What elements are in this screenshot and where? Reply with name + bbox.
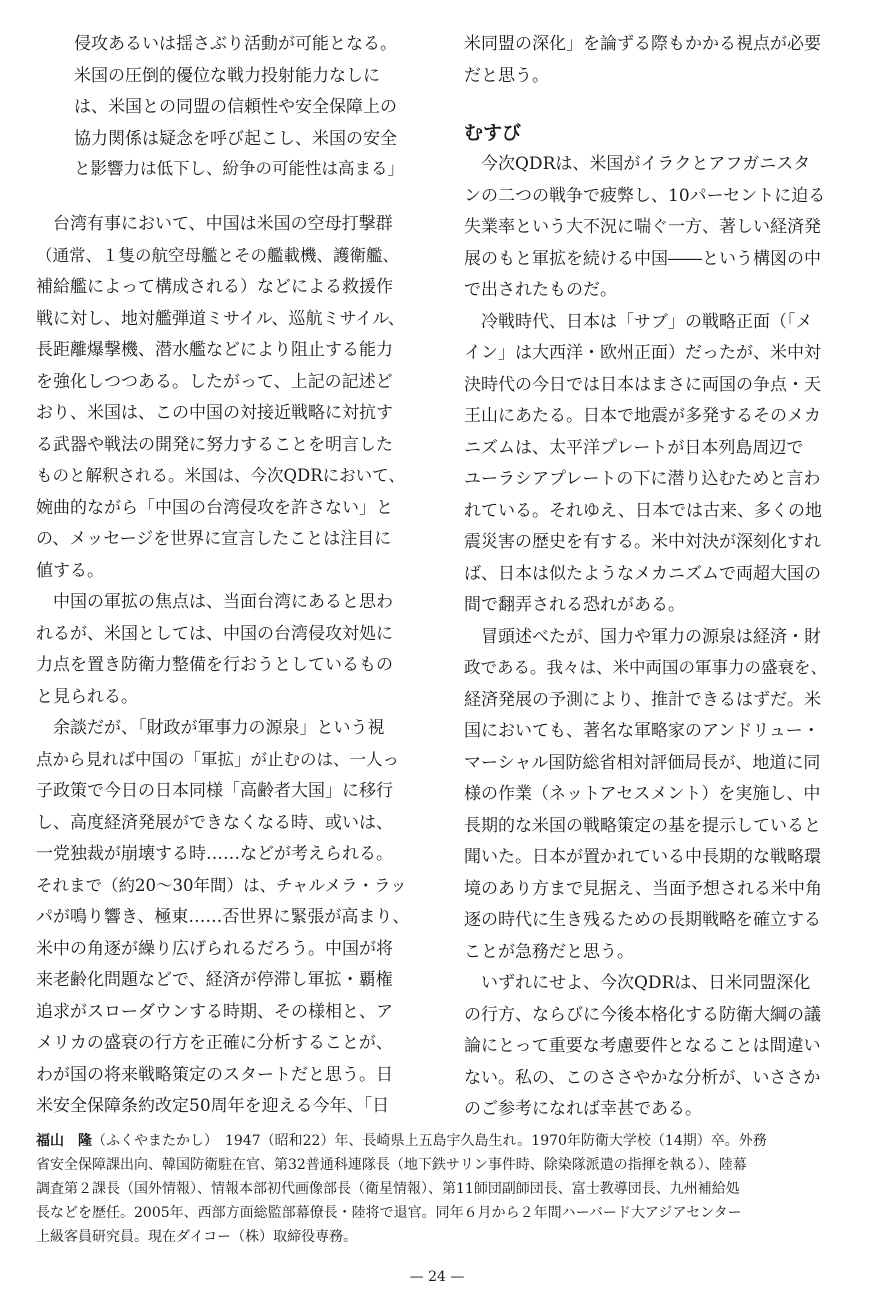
body-line: 政である。我々は、米中両国の軍事力の盛衰を、 xyxy=(464,658,827,677)
quote-line: と影響力は低下し、紛争の可能性は高まる」 xyxy=(74,159,404,178)
body-line: で出されたものだ。 xyxy=(464,280,617,300)
body-line: 王山にあたる。日本で地震が多発するそのメカ xyxy=(464,406,821,426)
body-line: ンの二つの戦争で疲弊し、10パーセントに迫る xyxy=(464,186,826,206)
body-line: 論にとって重要な考慮要件となることは間違い xyxy=(464,1036,821,1056)
body-line: 米同盟の深化」を論ずる際もかかる視点が必要 xyxy=(464,34,821,54)
body-line: 子政策で今日の日本同様「高齢者大国」に移行 xyxy=(36,781,393,801)
body-line: 婉曲的ながら「中国の台湾侵攻を許さない」と xyxy=(36,498,393,518)
body-line: ば、日本は似たようなメカニズムで両超大国の xyxy=(464,564,821,584)
body-line: 余談だが、「財政が軍事力の源泉」という視 xyxy=(36,718,385,738)
body-line: 点から見れば中国の「軍拡」が止むのは、一人っ xyxy=(36,750,399,769)
quote-line: は、米国との同盟の信頼性や安全保障上の xyxy=(74,97,397,117)
body-line: 力点を置き防衛力整備を行おうとしているもの xyxy=(36,655,393,675)
body-line: 境のあり方まで見据え、当面予想される米中角 xyxy=(464,879,823,899)
body-line: 失業率という大不況に喘ぐ一方、著しい経済発 xyxy=(464,217,821,237)
body-line: 様の作業（ネットアセスメント）を実施し、中 xyxy=(464,784,821,804)
body-line: の、メッセージを世界に宣言したことは注目に xyxy=(36,529,392,549)
body-line: 震災害の歴史を有する。米中対決が深刻化すれ xyxy=(464,532,821,552)
body-line: 長期的な米国の戦略策定の基を提示していると xyxy=(464,816,821,836)
body-line: 決時代の今日では日本はまさに両国の争点・天 xyxy=(464,375,821,395)
page-number: — 24 — xyxy=(409,1269,465,1285)
body-line: 追求がスローダウンする時期、その様相と、ア xyxy=(36,1002,393,1022)
body-line: だと思う。 xyxy=(464,66,549,86)
body-line: 補給艦によって構成される）などによる救援作 xyxy=(36,277,393,297)
body-line: し、高度経済発展ができなくなる時、或いは、 xyxy=(36,813,393,833)
bio-text: （ふくやまたかし） 1947（昭和22）年、長崎県上五島宇久島生れ。1970年防衛大学校（14期）卒。外務 xyxy=(92,1133,767,1149)
body-line: のご参考になれば幸甚である。 xyxy=(464,1099,702,1119)
body-line: 中国の軍拡の焦点は、当面台湾にあると思わ xyxy=(36,592,393,612)
body-line: を強化しつつある。したがって、上記の記述ど xyxy=(36,372,393,392)
quote-line: 侵攻あるいは揺さぶり活動が可能となる。 xyxy=(74,34,397,54)
body-line: 長距離爆撃機、潜水艦などにより阻止する能力 xyxy=(36,340,393,360)
body-line: る武器や戦法の開発に努力することを明言した xyxy=(36,435,393,455)
body-line: れるが、米国としては、中国の台湾侵攻対処に xyxy=(36,624,393,644)
bio-line: 調査第２課長（国外情報）、情報本部初代画像部長（衛星情報）、第11師団副師団長、富士教導団長、九州補給処 xyxy=(36,1181,740,1197)
body-line: れている。それゆえ、日本では古来、多くの地 xyxy=(464,501,823,521)
body-line: 一党独裁が崩壊する時……などが考えられる。 xyxy=(36,844,393,864)
section-heading: むすび xyxy=(464,122,522,144)
body-line: 戦に対し、地対艦弾道ミサイル、巡航ミサイル、 xyxy=(36,309,405,329)
bio-line: 上級客員研究員。現在ダイコー（株）取締役専務。 xyxy=(36,1229,358,1245)
body-line: の行方、ならびに今後本格化する防衛大綱の議 xyxy=(464,1005,821,1025)
body-line: おり、米国は、この中国の対接近戦略に対抗す xyxy=(36,403,393,423)
body-line: ニズムは、太平洋プレートが日本列島周辺で xyxy=(464,438,804,458)
body-line: いずれにせよ、今次QDRは、日米同盟深化 xyxy=(464,973,811,993)
body-line: 値する。 xyxy=(36,561,104,581)
body-line: 逐の時代に生き残るための長期戦略を確立する xyxy=(464,910,821,930)
bio-line: 省安全保障課出向、韓国防衛駐在官、第32普通科連隊長（地下鉄サリン事件時、除染隊派遣の指揮を執る）、陸幕 xyxy=(36,1157,747,1173)
bio-line xyxy=(36,1132,840,1151)
body-line: 冒頭述べたが、国力や軍力の源泉は経済・財 xyxy=(464,627,821,647)
body-line: それまで（約20～30年間）は、チャルメラ・ラッ xyxy=(36,876,407,895)
body-line: （通常、１隻の航空母艦とその艦載機、護衛艦、 xyxy=(36,246,399,265)
body-line: 米安全保障条約改定50周年を迎える今年、「日 xyxy=(36,1096,390,1116)
body-line: 間で翻弄される恐れがある。 xyxy=(464,595,685,615)
body-line: と見られる。 xyxy=(36,687,138,707)
body-line: わが国の将来戦略策定のスタートだと思う。日 xyxy=(36,1065,393,1085)
body-line: ユーラシアプレートの下に潜り込むためと言わ xyxy=(464,469,821,489)
author-name: 福山 隆 xyxy=(36,1133,92,1149)
body-line: ない。私の、このささやかな分析が、いささか xyxy=(464,1068,821,1088)
body-line: マーシャル国防総省相対評価局長が、地道に同 xyxy=(464,753,821,773)
body-line: 台湾有事において、中国は米国の空母打撃群 xyxy=(36,214,393,234)
body-line: メリカの盛衰の行方を正確に分析することが、 xyxy=(36,1033,393,1053)
body-line: 展のもと軍拡を続ける中国――という構図の中 xyxy=(464,249,821,269)
body-line: 経済発展の予測により、推計できるはずだ。米 xyxy=(464,690,821,710)
body-line: 米中の角逐が繰り広げられるだろう。中国が将 xyxy=(36,939,393,959)
body-line: 今次QDRは、米国がイラクとアフガニスタ xyxy=(464,154,811,174)
body-line: 聞いた。日本が置かれている中長期的な戦略環 xyxy=(464,847,821,867)
quote-line: 米国の圧倒的優位な戦力投射能力なしに xyxy=(74,66,380,86)
body-line: 国においても、著名な軍略家のアンドリュー・ xyxy=(464,721,820,741)
body-line: イン」は大西洋・欧州正面）だったが、米中対 xyxy=(464,343,821,363)
body-line: 冷戦時代、日本は「サブ」の戦略正面（「メ xyxy=(464,312,813,332)
body-line: パが鳴り響き、極東……否世界に緊張が高まり、 xyxy=(36,907,410,927)
body-line: ものと解釈される。米国は、今次QDRにおいて、 xyxy=(36,466,405,485)
quote-line: 協力関係は疑念を呼び起こし、米国の安全 xyxy=(74,129,397,149)
bio-line: 長などを歴任。2005年、西部方面総監部幕僚長・陸将で退官。同年６月から２年間ハーバード大アジアセンター xyxy=(36,1205,742,1221)
body-line: 来老齢化問題などで、経済が停滞し軍拡・覇権 xyxy=(36,970,393,990)
body-line: ことが急務だと思う。 xyxy=(464,942,634,962)
